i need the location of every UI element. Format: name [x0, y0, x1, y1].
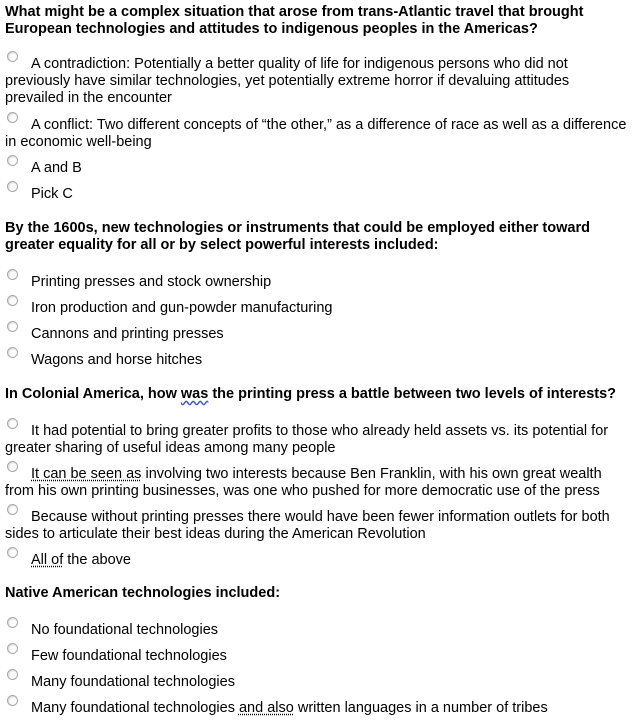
question-3-text [5, 386, 631, 403]
option-label: Cannons and printing presses [31, 326, 224, 342]
option-label: A contradiction: Potentially a better quality of life for indigenous persons who did not previously have similar technologies, yet potentially extreme horror if devaluing attitudes prevailed in the encounter [5, 56, 570, 106]
radio-button[interactable] [7, 51, 18, 62]
option-label: A and B [31, 160, 82, 176]
radio-button[interactable] [7, 155, 18, 166]
q4-option-3[interactable] [5, 674, 631, 691]
radio-button[interactable] [7, 695, 18, 706]
radio-button[interactable] [7, 418, 18, 429]
question-3-text-part: the printing press a battle between two levels of interests? [208, 386, 617, 402]
grammar-flagged-word: was [180, 386, 209, 402]
q4-option-1[interactable] [5, 622, 631, 639]
radio-button[interactable] [7, 181, 18, 192]
radio-button[interactable] [7, 547, 18, 558]
q1-option-3[interactable] [5, 160, 631, 177]
q3-option-2[interactable] [5, 466, 631, 500]
q3-option-3[interactable] [5, 509, 631, 543]
flagged-phrase: It can be seen as [31, 466, 142, 482]
radio-button[interactable] [7, 504, 18, 515]
q3-option-1[interactable] [5, 423, 631, 457]
radio-button[interactable] [7, 347, 18, 358]
flagged-phrase: All of [31, 552, 64, 568]
option-label-rest: the above [63, 552, 131, 568]
option-label: Pick C [31, 186, 73, 202]
flagged-phrase: and also [238, 700, 294, 716]
q1-option-2[interactable] [5, 117, 631, 151]
option-label [5, 552, 631, 569]
question-2-text: By the 1600s, new technologies or instruments that could be employed either toward greater equality for all or by select powerful interests included: [5, 220, 590, 253]
radio-button[interactable] [7, 461, 18, 472]
option-label-rest: involving two interests because Ben Franklin, with his own great wealth from his own printing businesses, was one who pushed for more democratic use of the press [5, 466, 602, 499]
option-label: Because without printing presses there would have been fewer information outlets for both sides to articulate their best ideas during the American Revolution [5, 509, 610, 542]
question-4-text: Native American technologies included: [5, 585, 281, 601]
question-3-text-part: In Colonial America, how [5, 386, 181, 402]
radio-button[interactable] [7, 617, 18, 628]
option-label [5, 700, 631, 717]
radio-button[interactable] [7, 321, 18, 332]
option-label: Iron production and gun-powder manufacturing [31, 300, 333, 316]
option-label: A conflict: Two different concepts of “the other,” as a difference of race as well as a difference in economic well-being [5, 117, 627, 150]
radio-button[interactable] [7, 295, 18, 306]
radio-button[interactable] [7, 112, 18, 123]
option-label: No foundational technologies [31, 622, 219, 638]
option-label: Few foundational technologies [31, 648, 227, 664]
q2-option-4[interactable] [5, 352, 631, 369]
q3-option-4[interactable] [5, 552, 631, 569]
radio-button[interactable] [7, 669, 18, 680]
q1-option-1[interactable] [5, 56, 631, 107]
q2-option-2[interactable] [5, 300, 631, 317]
radio-button[interactable] [7, 643, 18, 654]
q4-option-2[interactable] [5, 648, 631, 665]
q1-option-4[interactable] [5, 186, 631, 203]
q2-option-1[interactable] [5, 274, 631, 291]
option-label: It had potential to bring greater profits to those who already held assets vs. its potential for greater sharing of useful ideas among many people [5, 423, 609, 456]
q2-option-3[interactable] [5, 326, 631, 343]
option-label: Printing presses and stock ownership [31, 274, 272, 290]
option-label-rest: written languages in a number of tribes [293, 700, 548, 716]
radio-button[interactable] [7, 269, 18, 280]
q4-option-4[interactable] [5, 700, 631, 717]
option-label-part: Many foundational technologies [31, 700, 239, 716]
option-label: Wagons and horse hitches [31, 352, 203, 368]
option-label [5, 466, 631, 500]
option-label: Many foundational technologies [31, 674, 235, 690]
question-1-text: What might be a complex situation that arose from trans-Atlantic travel that brought European technologies and attitudes to indigenous peoples in the Americas? [5, 4, 584, 37]
